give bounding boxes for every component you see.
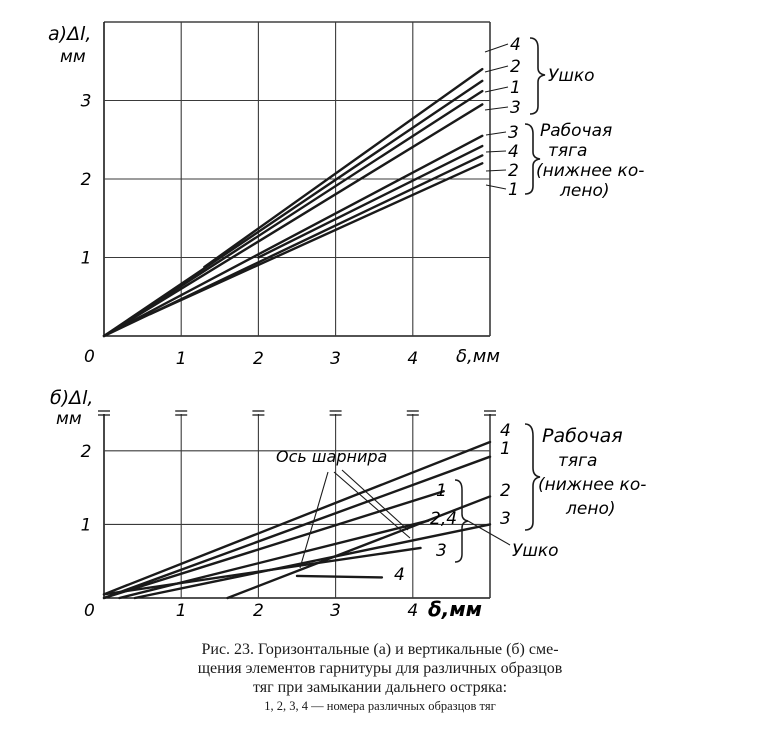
series-leader-4: [485, 107, 508, 110]
series-leader-8: [486, 185, 506, 189]
series-label-8: 1: [508, 180, 519, 200]
panel-b-y-ticks: [81, 442, 92, 536]
series-leader-3: [485, 87, 508, 92]
panel-a-xlabel: δ,мм: [456, 346, 500, 367]
panel-a-ylabel: а)Δl,: [48, 23, 92, 45]
y-tick-label: 3: [80, 91, 92, 112]
panel-b-group-rab-line4: лено): [566, 499, 616, 519]
y-tick-label: 1: [80, 248, 92, 269]
series-leader-7: [486, 170, 506, 171]
series-line-2: [104, 81, 482, 336]
panel-a-brace-ushko: [530, 38, 545, 114]
series-label-7: 3: [436, 541, 447, 561]
series-label-8: 4: [394, 565, 405, 585]
series-leader-2: [485, 66, 508, 72]
y-tick-label: 2: [80, 441, 92, 462]
panel-a-y-ticks: [81, 92, 92, 269]
series-leader-5: [486, 132, 506, 135]
panel-a: [48, 22, 644, 369]
panel-b-xlabel: δ,мм: [428, 597, 483, 621]
series-label-2: 2: [510, 57, 521, 77]
x-tick-label: 4: [407, 349, 419, 369]
panel-b-group-rab-line3: (нижнее ко-: [538, 475, 647, 495]
series-leader-1: [485, 44, 508, 52]
panel-a-group-rab-line4: лено): [560, 181, 610, 201]
x-tick-label: 1: [175, 349, 187, 369]
y-tick-label: 2: [80, 170, 92, 190]
series-label-3: 1: [510, 78, 521, 98]
x-tick-label: 2: [252, 349, 264, 369]
series-line-7: [104, 548, 421, 594]
panel-b-ylabel-unit: мм: [56, 409, 82, 429]
caption-line-1: Рис. 23. Горизонтальные (а) и вертикальные (б) сме-: [201, 641, 559, 658]
series-label-4: 3: [510, 98, 521, 118]
x-tick-label: 1: [175, 601, 187, 621]
series-leader-6: [486, 151, 506, 152]
panel-b-group-ushko: Ушко: [512, 541, 559, 561]
panel-a-x-ticks: [176, 349, 418, 369]
caption-notes: 1, 2, 3, 4 — номера различных образцов тяг: [264, 699, 496, 713]
series-label-4: 3: [500, 509, 511, 529]
panel-b-origin: 0: [84, 601, 95, 621]
panel-a-group-rab-line3: (нижнее ко-: [536, 161, 645, 181]
panel-b-annotation: Ось шарнира: [276, 447, 388, 466]
caption-line-2: щения элементов гарнитуры для различных образцов: [197, 660, 563, 677]
panel-a-brace-rabochaya: [525, 124, 540, 194]
series-label-5: 1: [436, 481, 447, 501]
series-line-8: [297, 576, 382, 577]
panel-b: [50, 387, 646, 621]
series-label-7: 2: [508, 161, 519, 181]
panel-b-group-rab-line1: Рабочая: [542, 425, 623, 447]
caption-line-3: тяг при замыкании дальнего остряка:: [252, 679, 508, 696]
series-label-5: 3: [508, 123, 519, 143]
panel-a-group-rab-line2: тяга: [548, 141, 588, 161]
x-tick-label: 3: [330, 349, 342, 369]
panel-a-ylabel-unit: мм: [60, 47, 86, 67]
panel-b-ylabel: б)Δl,: [50, 387, 94, 409]
panel-a-group-rab-line1: Рабочая: [540, 121, 613, 141]
panel-b-group-rab-line2: тяга: [558, 451, 598, 471]
series-label-3: 2: [500, 481, 511, 501]
panel-b-series-labels: [394, 421, 511, 585]
series-label-1: 4: [500, 421, 511, 441]
panel-b-x-ticks: [176, 601, 418, 621]
series-line-4: [104, 104, 482, 336]
figure-caption: [100, 640, 660, 716]
series-line-5: [104, 136, 482, 336]
x-tick-label: 2: [252, 601, 264, 621]
series-label-1: 4: [510, 35, 521, 55]
x-tick-label: 4: [407, 601, 419, 621]
series-label-6: 4: [508, 142, 519, 162]
y-tick-label: 1: [80, 515, 92, 536]
series-line-3: [104, 91, 482, 336]
x-tick-label: 3: [330, 601, 342, 621]
series-label-2: 1: [500, 439, 511, 459]
annotation-pointer-1: [300, 472, 328, 568]
panel-a-group-ushko: Ушко: [548, 66, 595, 86]
panel-a-series: [104, 69, 482, 336]
panel-a-origin: 0: [84, 347, 95, 367]
series-label-6: 2,4: [430, 509, 458, 529]
